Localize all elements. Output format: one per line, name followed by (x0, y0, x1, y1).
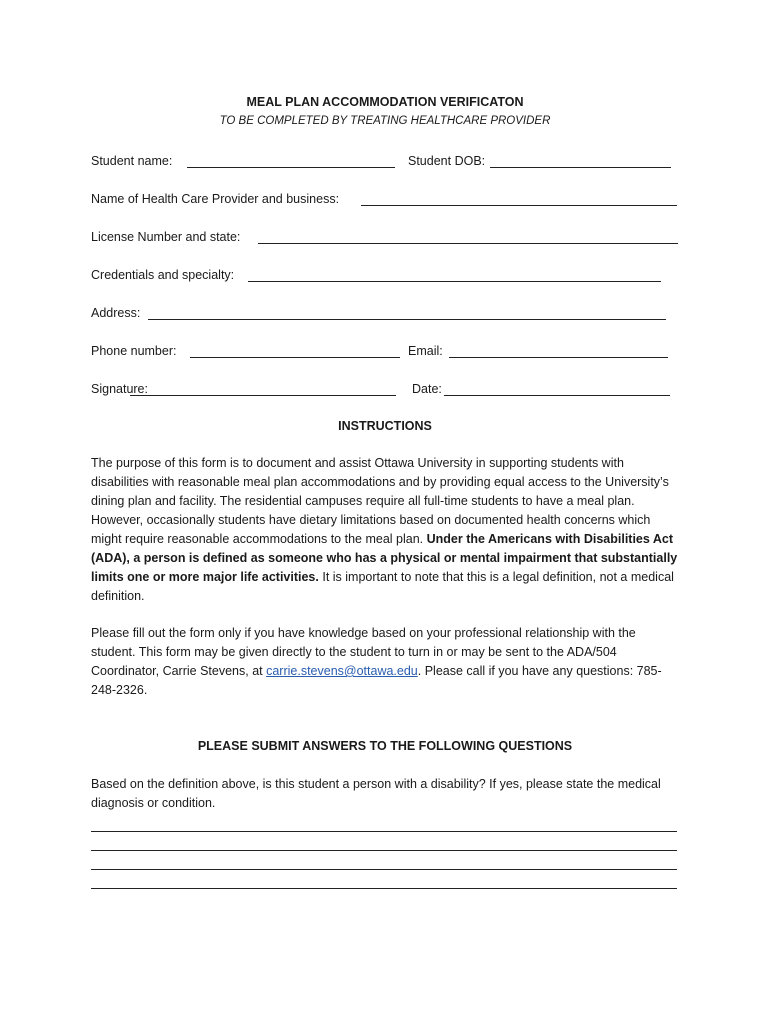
phone-email-row (91, 342, 679, 360)
license-label: License Number and state: (91, 230, 241, 244)
signature-date-row (91, 380, 679, 398)
signature-field[interactable] (130, 380, 396, 396)
answer-line[interactable] (91, 832, 677, 851)
ada-definition: Under the Americans with Disabilities Act (ADA), a person is defined as someone who has a physical or mental impairment that substantially limits one or more major life activities. (91, 532, 678, 584)
license-field[interactable] (258, 228, 678, 244)
phone-field[interactable] (190, 342, 400, 358)
student-name-field[interactable] (187, 152, 395, 168)
credentials-field[interactable] (248, 266, 661, 282)
credentials-row (91, 266, 679, 284)
student-name-label: Student name: (91, 154, 173, 168)
form-page (91, 94, 679, 889)
address-field[interactable] (148, 304, 666, 320)
answer-line[interactable] (91, 813, 677, 832)
phone-label: Phone number: (91, 344, 177, 358)
student-dob-label: Student DOB: (408, 154, 486, 168)
provider-name-label: Name of Health Care Provider and business: (91, 192, 340, 206)
date-field[interactable] (444, 380, 670, 396)
questions-heading: PLEASE SUBMIT ANSWERS TO THE FOLLOWING QUESTIONS (197, 739, 573, 753)
coordinator-email-link[interactable]: carrie.stevens@ottawa.edu (266, 664, 418, 678)
address-label: Address: (91, 306, 141, 320)
address-row (91, 304, 679, 322)
instructions-paragraph-1 (91, 454, 679, 606)
date-label: Date: (412, 382, 442, 396)
email-field[interactable] (449, 342, 668, 358)
answer-line[interactable] (91, 851, 677, 870)
instructions-p1-end: It is important to note that this is a legal definition, not a medical definition. (91, 570, 674, 603)
email-label: Email: (408, 344, 443, 358)
license-row (91, 228, 679, 246)
student-row (91, 152, 679, 170)
form-title: MEAL PLAN ACCOMMODATION VERIFICATON (246, 95, 524, 109)
form-subtitle: TO BE COMPLETED BY TREATING HEALTHCARE PROVIDER (219, 115, 551, 127)
answer-line[interactable] (91, 870, 677, 889)
student-dob-field[interactable] (490, 152, 671, 168)
provider-name-field[interactable] (361, 190, 677, 206)
question-1: Based on the definition above, is this student a person with a disability? If yes, please state the medical diagnosis or condition. (91, 777, 661, 810)
instructions-p1-text: The purpose of this form is to document and assist Ottawa University in supporting students with disabilities with reasonable meal plan accommodations and by providing equal access to the University’s dining plan and facility. The residential campuses require all full-time students to have a meal plan. However, occasionally students have dietary limitations based on documented health concerns which might require reasonable accommodations to the meal plan. (91, 456, 669, 546)
instructions-p2-end: . Please call if you have any questions: 785-248-2326. (91, 664, 662, 697)
credentials-label: Credentials and specialty: (91, 268, 235, 282)
instructions-p2-text: Please fill out the form only if you have knowledge based on your professional relationship with the student. This form may be given directly to the student to turn in or may be sent to the ADA/504 Coordinator, Carrie Stevens, at (91, 626, 636, 678)
instructions-heading: INSTRUCTIONS (338, 419, 432, 433)
signature-label: Signature: (91, 382, 148, 396)
instructions-paragraph-2 (91, 624, 679, 700)
provider-row (91, 190, 679, 208)
question-1-answer-lines (91, 813, 679, 889)
